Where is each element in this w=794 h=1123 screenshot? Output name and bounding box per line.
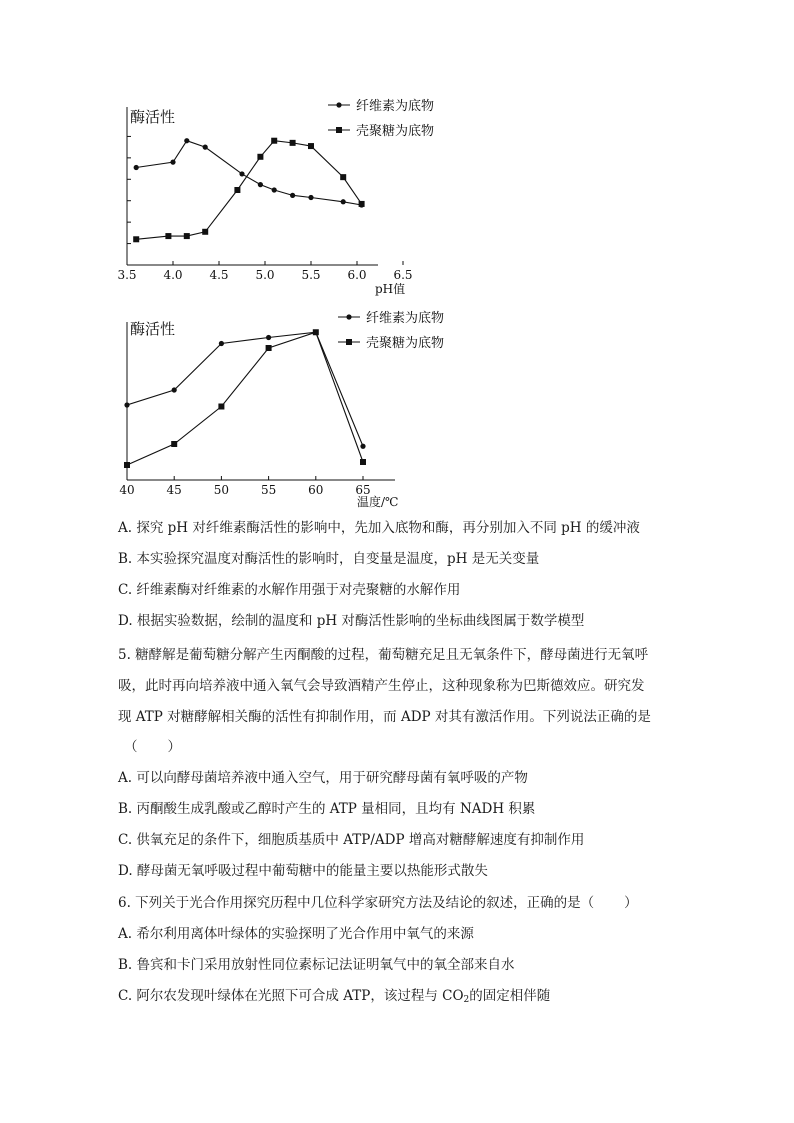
q4-option-a: A. 探究 pH 对纤维素酶活性的影响中，先加入底物和酶，再分别加入不同 pH 的缓冲液: [118, 520, 640, 536]
q5-stem-line-2: 吸，此时再向培养液中通入氧气会导致酒精产生停止，这种现象称为巴斯德效应。研究发: [118, 678, 645, 694]
data-point-square: [271, 138, 277, 144]
legend-marker-circle: [346, 314, 351, 319]
data-point-circle: [272, 187, 277, 192]
legend-marker-square: [336, 127, 342, 133]
x-tick-label: 40: [119, 483, 135, 497]
data-point-circle: [184, 138, 189, 143]
data-point-square: [360, 459, 366, 465]
ph-chart-svg: [110, 95, 450, 300]
q6-stem-text: 6. 下列关于光合作用探究历程中几位科学家研究方法及结论的叙述，正确的是: [118, 895, 581, 911]
q5-option-c: C. 供氧充足的条件下，细胞质基质中 ATP/ADP 增高对糖酵解速度有抑制作用: [118, 832, 585, 848]
q5-option-d: D. 酵母菌无氧呼吸过程中葡萄糖中的能量主要以热能形式散失: [118, 863, 488, 879]
data-point-circle: [203, 145, 208, 150]
data-point-square: [234, 187, 240, 193]
data-point-square: [124, 462, 130, 468]
series-line-1: [127, 332, 363, 446]
data-point-circle: [290, 193, 295, 198]
q6-option-b: B. 鲁宾和卡门采用放射性同位素标记法证明氧气中的氧全部来自水: [118, 957, 515, 973]
x-tick-label: 4.0: [163, 268, 183, 282]
x-tick-label: 4.5: [209, 268, 229, 282]
x-tick-label: 45: [166, 483, 182, 497]
legend-label-2: 壳聚糖为底物: [356, 124, 435, 139]
q4-option-c: C. 纤维素酶对纤维素的水解作用强于对壳聚糖的水解作用: [118, 582, 461, 598]
data-point-circle: [134, 165, 139, 170]
data-point-square: [308, 143, 314, 149]
data-point-circle: [239, 171, 244, 176]
q5-option-a: A. 可以向酵母菌培养液中通入空气，用于研究酵母菌有氧呼吸的产物: [118, 770, 528, 786]
data-point-circle: [124, 402, 129, 407]
q6-option-c-tail: 的固定相伴随: [469, 988, 551, 1004]
data-point-circle: [360, 444, 365, 449]
ph-enzyme-chart: [110, 95, 450, 300]
y-axis-label: 酶活性: [130, 320, 176, 338]
data-point-square: [359, 201, 365, 207]
q6-stem: [118, 893, 638, 913]
q6-paren-close: ）: [624, 895, 638, 911]
q5-stem-line-3: 现 ATP 对糖酵解相关酶的活性有抑制作用，而 ADP 对其有激活作用。下列说法正确的是: [118, 709, 651, 725]
q6-option-c-text: C. 阿尔农发现叶绿体在光照下可合成 ATP，该过程与 CO: [118, 988, 464, 1004]
data-point-square: [165, 233, 171, 239]
temperature-enzyme-chart: [110, 305, 470, 515]
x-tick-label: 5.5: [301, 268, 321, 282]
data-point-circle: [170, 160, 175, 165]
data-point-circle: [308, 195, 313, 200]
legend-label-1: 纤维素为底物: [356, 99, 435, 114]
series-line-2: [136, 141, 361, 240]
legend-label-1: 纤维素为底物: [366, 311, 445, 326]
data-point-square: [290, 140, 296, 146]
data-point-square: [133, 236, 139, 242]
data-point-square: [218, 404, 224, 410]
x-tick-label: 6.0: [347, 268, 367, 282]
q5-option-b: B. 丙酮酸生成乳酸或乙醇时产生的 ATP 量相同，且均有 NADH 积累: [118, 801, 536, 817]
data-point-circle: [341, 199, 346, 204]
data-point-square: [340, 174, 346, 180]
data-point-square: [266, 345, 272, 351]
series-line-2: [127, 332, 363, 465]
data-point-square: [171, 441, 177, 447]
legend-marker-square: [346, 339, 352, 345]
data-point-square: [257, 154, 263, 160]
data-point-square: [184, 233, 190, 239]
x-axis-label: pH值: [375, 282, 406, 296]
data-point-circle: [266, 335, 271, 340]
data-point-square: [313, 329, 319, 335]
q6-option-a: A. 希尔利用离体叶绿体的实验探明了光合作用中氧气的来源: [118, 926, 474, 942]
q5-stem-line-1: 5. 糖酵解是葡萄糖分解产生丙酮酸的过程，葡萄糖充足且无氧条件下，酵母菌进行无氧呼: [118, 647, 649, 663]
x-tick-label: 5.0: [255, 268, 275, 282]
x-tick-label: 55: [260, 483, 277, 497]
x-axis-label: 温度/℃: [357, 495, 399, 509]
q6-option-c: [118, 986, 550, 1010]
data-point-circle: [219, 341, 224, 346]
data-point-square: [202, 229, 208, 235]
temperature-chart-svg: [110, 305, 470, 515]
x-tick-label: 6.5: [393, 268, 413, 282]
x-tick-label: 65: [355, 483, 371, 497]
x-tick-label: 60: [308, 483, 324, 497]
x-tick-label: 3.5: [117, 268, 137, 282]
legend-marker-circle: [336, 102, 341, 107]
x-tick-label: 50: [213, 483, 230, 497]
q5-answer-blank: [124, 737, 181, 757]
co2-subscript: 2: [463, 995, 470, 1005]
y-axis-label: 酶活性: [130, 108, 176, 126]
paren-open: （: [124, 739, 138, 755]
q4-option-d: D. 根据实验数据，绘制的温度和 pH 对酶活性影响的坐标曲线图属于数学模型: [118, 613, 585, 629]
q6-paren-open: （: [580, 895, 595, 911]
legend-label-2: 壳聚糖为底物: [366, 336, 445, 351]
q4-option-b: B. 本实验探究温度对酶活性的影响时，自变量是温度，pH 是无关变量: [118, 551, 540, 567]
paren-close: ）: [167, 739, 181, 755]
data-point-circle: [258, 182, 263, 187]
data-point-circle: [172, 387, 177, 392]
